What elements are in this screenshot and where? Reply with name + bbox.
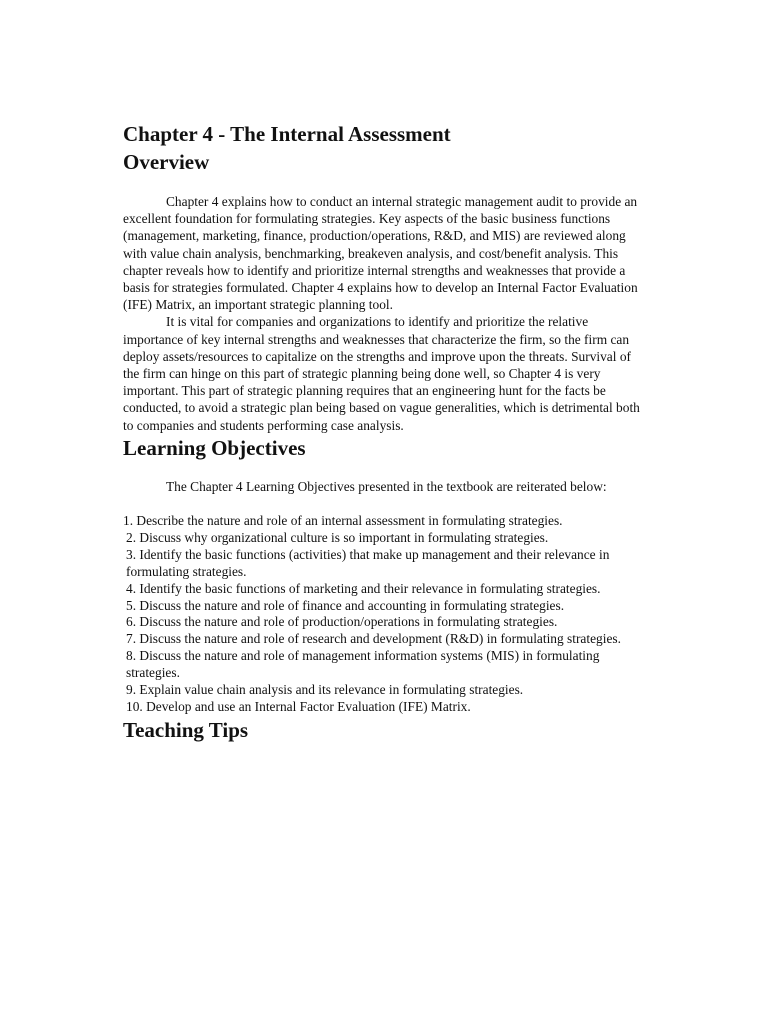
overview-heading: Overview xyxy=(123,150,210,174)
chapter-title: Chapter 4 - The Internal Assessment xyxy=(123,122,451,146)
objective-item xyxy=(123,598,647,615)
objective-item xyxy=(123,614,647,631)
objective-number: 7. xyxy=(126,631,137,647)
objective-text: Explain value chain analysis and its relevance in formulating strategies. xyxy=(139,682,524,698)
objective-text: Develop and use an Internal Factor Evaluation (IFE) Matrix. xyxy=(146,699,471,715)
teaching-tips-heading: Teaching Tips xyxy=(123,717,249,742)
objective-number: 9. xyxy=(126,682,137,698)
objectives-intro: The Chapter 4 Learning Objectives presented in the textbook are reiterated below: xyxy=(166,478,607,494)
objective-item xyxy=(123,581,647,598)
objective-item xyxy=(123,648,647,682)
objective-item xyxy=(123,699,647,716)
objective-number: 6. xyxy=(126,614,137,630)
objective-item xyxy=(123,631,647,648)
objective-item xyxy=(123,513,647,530)
objective-text: Discuss why organizational culture is so important in formulating strategies. xyxy=(139,529,549,545)
objective-text: Discuss the nature and role of management information systems (MIS) in formulating strategies. xyxy=(126,648,600,681)
objective-number: 5. xyxy=(126,597,137,613)
objective-number: 2. xyxy=(126,529,137,545)
objective-item xyxy=(123,547,647,581)
objective-item xyxy=(123,530,647,547)
objective-text: Discuss the nature and role of production/operations in formulating strategies. xyxy=(139,614,558,630)
overview-paragraph: Chapter 4 explains how to conduct an internal strategic management audit to provide an excellent foundation for formulating strategies. Key aspects of the basic business functions (management, marketing, finance, production/operations, R&D, and MIS) are reviewed along with value chain analysis, benchmarking, breakeven analysis, and cost/benefit analysis. This chapter reveals how to identify and prioritize internal strengths and weaknesses that provide a basis for strategies formulated. Chapter 4 explains how to develop an Internal Factor Evaluation (IFE) Matrix, an important strategic planning tool. xyxy=(123,194,638,313)
objective-text: Discuss the nature and role of finance and accounting in formulating strategies. xyxy=(139,597,565,613)
objective-number: 1. xyxy=(123,513,134,529)
objective-text: Identify the basic functions (activities) that make up management and their relevance in formulating strategies. xyxy=(126,546,610,579)
objective-number: 3. xyxy=(126,546,137,562)
document-content xyxy=(123,120,647,744)
objective-text: Discuss the nature and role of research and development (R&D) in formulating strategies. xyxy=(139,631,621,647)
objective-number: 8. xyxy=(126,648,137,664)
objectives-list xyxy=(123,513,647,716)
objective-item xyxy=(123,682,647,699)
overview-paragraph: It is vital for companies and organizations to identify and prioritize the relative importance of key internal strengths and weaknesses that characterize the firm, so the firm can deploy assets/resources to capitalize on the strengths and improve upon the threats. Survival of the firm can hinge on this part of strategic planning being done well, so Chapter 4 is very important. This part of strategic planning requires that an engineering hunt for the facts be conducted, to avoid a strategic plan being based on vague generalities, which is detrimental both to companies and students performing case analysis. xyxy=(123,314,640,433)
overview-body xyxy=(123,193,647,434)
objective-number: 4. xyxy=(126,580,137,596)
objective-text: Describe the nature and role of an internal assessment in formulating strategies. xyxy=(136,513,563,529)
learning-objectives-heading: Learning Objectives xyxy=(123,435,306,460)
objective-number: 10. xyxy=(126,699,143,715)
objective-text: Identify the basic functions of marketing and their relevance in formulating strategies. xyxy=(139,580,601,596)
